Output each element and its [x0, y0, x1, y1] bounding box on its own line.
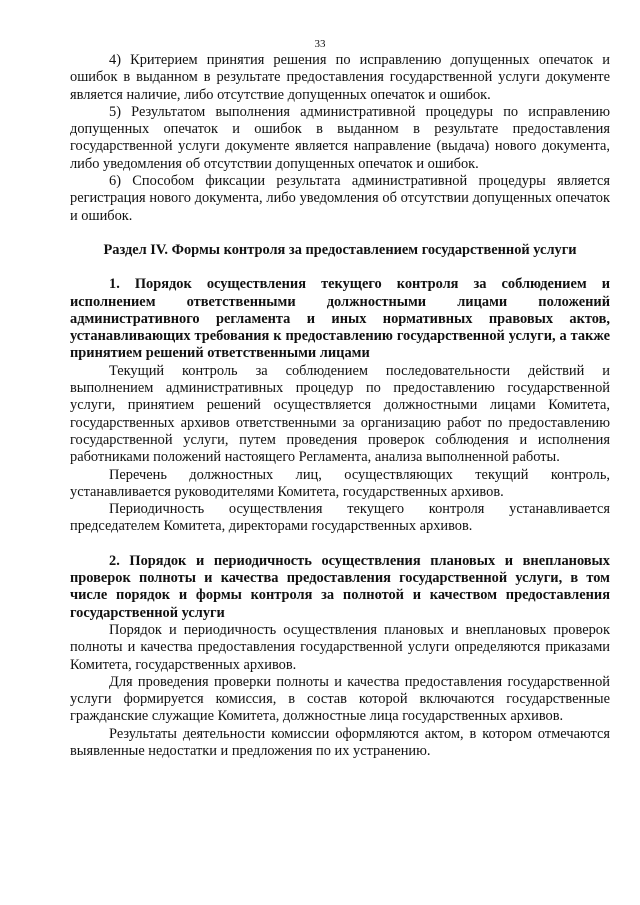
subsection2-heading: 2. Порядок и периодичность осуществления плановых и внеплановых проверок полноты и качества предоставления государственной услуги, в том числе порядок и формы контроля за полнотой и качеством предоставления государственной услуги: [70, 552, 610, 621]
spacer: [70, 536, 610, 553]
paragraph-fixation: 6) Способом фиксации результата административной процедуры является регистрация нового документа, либо уведомления об отсутствии допущенных опечаток и ошибок.: [70, 173, 610, 224]
paragraph-result: 5) Результатом выполнения административной процедуры по исправлению допущенных опечаток и ошибок в выданном в результате предоставления государственной услуги документе является направление (выдача) нового документа, либо уведомления об отсутствии допущенных опечаток и ошибок.: [70, 103, 610, 172]
spacer: [70, 225, 610, 242]
subsection2-paragraph: Порядок и периодичность осуществления плановых и внеплановых проверок полноты и качества предоставления государственной услуги определяются приказами Комитета, государственных архивов.: [70, 621, 610, 673]
subsection1-heading: 1. Порядок осуществления текущего контроля за соблюдением и исполнением ответственными должностными лицами положений административного регламента и иных нормативных правовых актов, устанавливающих требования к предоставлению государственной услуги, а также принятием решений ответственными лицами: [70, 276, 610, 362]
paragraph-criterion: 4) Критерием принятия решения по исправлению допущенных опечаток и ошибок в выданном в результате предоставления государственной услуги документе является наличие, либо отсутствие допущенных опечаток и ошибок.: [70, 52, 610, 103]
page-number: 33: [314, 38, 326, 50]
document-body: [70, 52, 610, 760]
section-heading: Раздел IV. Формы контроля за предоставлением государственной услуги: [103, 241, 577, 258]
subsection2-paragraph: Результаты деятельности комиссии оформляются актом, в котором отмечаются выявленные недостатки и предложения по их устранению.: [70, 725, 610, 759]
subsection1-paragraph: Текущий контроль за соблюдением последовательности действий и выполнением административных процедур по предоставлению государственной услуги, принятием решений осуществляется должностными лицами Комитета, государственных архивов ответственными за организацию работ по предоставлению государственной услуги, путем проведения проверок соблюдения и исполнения работниками положений настоящего Регламента, анализа выполненной работы.: [70, 362, 610, 466]
subsection1-paragraph: Периодичность осуществления текущего контроля устанавливается председателем Комитета, директорами государственных архивов.: [70, 501, 610, 535]
subsection1-paragraph: Перечень должностных лиц, осуществляющих текущий контроль, устанавливается руководителями Комитета, государственных архивов.: [70, 466, 610, 500]
subsection2-paragraph: Для проведения проверки полноты и качества предоставления государственной услуги формируется комиссия, в состав которой включаются государственные гражданские служащие Комитета, должностные лица государственных архивов.: [70, 673, 610, 725]
spacer: [70, 259, 610, 276]
